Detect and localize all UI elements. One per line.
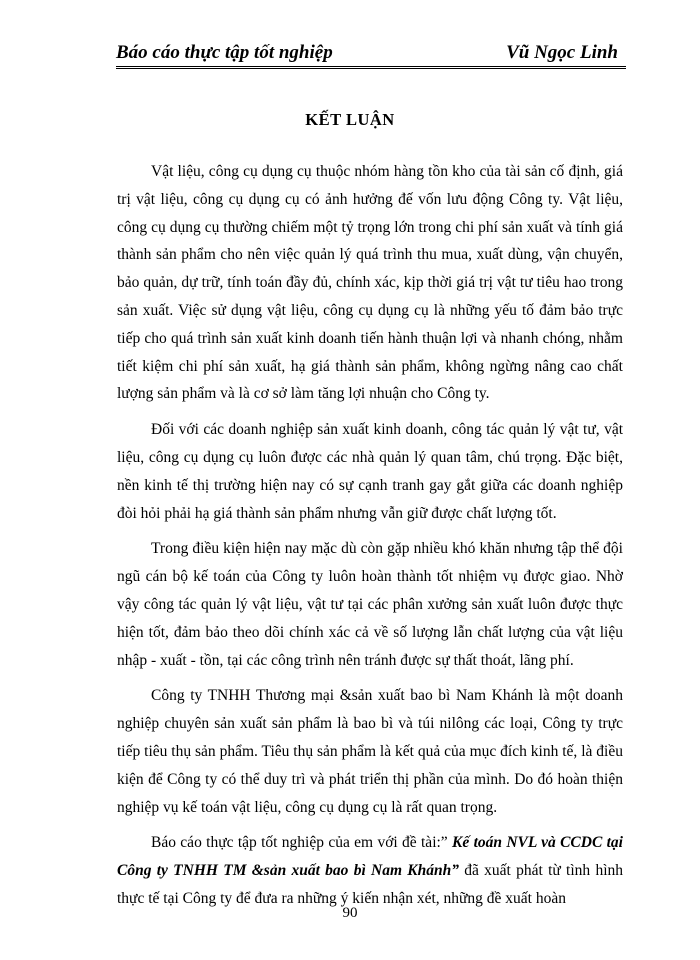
paragraph-1: Vật liệu, công cụ dụng cụ thuộc nhóm hàng tồn kho của tài sản cố định, giá trị vật liệu, công cụ dụng cụ có ảnh hưởng đế vốn lưu động Công ty. Vật liệu, công cụ dụng cụ thường chiếm một tỷ trọng lớn trong chi phí sản xuất và tính giá thành sản phẩm cho nên việc quản lý quá trình thu mua, xuất dùng, vận chuyển, bảo quản, dự trữ, tính toán đầy đủ, chính xác, kịp thời giá trị vật tư tiêu hao trong sản xuất. Việc sử dụng vật liệu, công cụ dụng cụ là những yếu tố đảm bảo trực tiếp cho quá trình sản xuất kinh doanh tiến hành thuận lợi và nhanh chóng, nhằm tiết kiệm chi phí sản xuất, hạ giá thành sản phẩm, không ngừng nâng cao chất lượng sản phẩm và là cơ sở làm tăng lợi nhuận cho Công ty. (117, 163, 623, 403)
paragraph-5 (117, 829, 623, 912)
paragraph-5-intro: Báo cáo thực tập tốt nghiệp của em với đề tài:” (151, 834, 453, 852)
page-header (116, 40, 626, 69)
page-number: 90 (342, 905, 358, 921)
paragraph-3: Trong điều kiện hiện nay mặc dù còn gặp nhiều khó khăn nhưng tập thể đội ngũ cán bộ kế toán của Công ty luôn hoàn thành tốt nhiệm vụ được giao. Nhờ vậy công tác quản lý vật liệu, vật tư tại các phân xưởng sản xuất luôn được thực hiện tốt, đảm bảo theo dõi chính xác cả về số lượng lẫn chất lượng của vật liệu nhập - xuất - tồn, tại các công trình nên tránh được sự thất thoát, lãng phí. (117, 540, 623, 669)
thesis-topic-title: Kế toán NVL và CCDC tại Công ty TNHH TM &sản xuất bao bì Nam Khánh” (117, 834, 623, 880)
paragraph-2: Đối với các doanh nghiệp sản xuất kinh doanh, công tác quản lý vật tư, vật liệu, công cụ dụng cụ luôn được các nhà quản lý quan tâm, chú trọng. Đặc biệt, nền kinh tế thị trường hiện nay có sự cạnh tranh gay gắt giữa các doanh nghiệp đòi hỏi phải hạ giá thành sản phẩm nhưng vẫn giữ được chất lượng tốt. (117, 421, 623, 522)
paragraph-4: Công ty TNHH Thương mại &sản xuất bao bì Nam Khánh là một doanh nghiệp chuyên sản xuất sản phẩm là bao bì và túi nilông các loại, Công ty trực tiếp tiêu thụ sản phẩm. Tiêu thụ sản phẩm là kết quả của mục đích kinh tế, là điều kiện để Công ty có thể duy trì và phát triển thị phần của mình. Do đó hoàn thiện nghiệp vụ kế toán vật liệu, công cụ dụng cụ là rất quan trọng. (117, 687, 623, 816)
header-report-title: Báo cáo thực tập tốt nghiệp (116, 42, 333, 63)
document-body (117, 158, 623, 913)
paragraph-5-rest: đã xuất phát từ tình hình thực tế tại Công ty để đưa ra những ý kiến nhận xét, những đề xuất hoàn (117, 862, 623, 907)
header-author-name: Vũ Ngọc Linh (506, 42, 618, 63)
section-title: KẾT LUẬN (305, 110, 395, 129)
